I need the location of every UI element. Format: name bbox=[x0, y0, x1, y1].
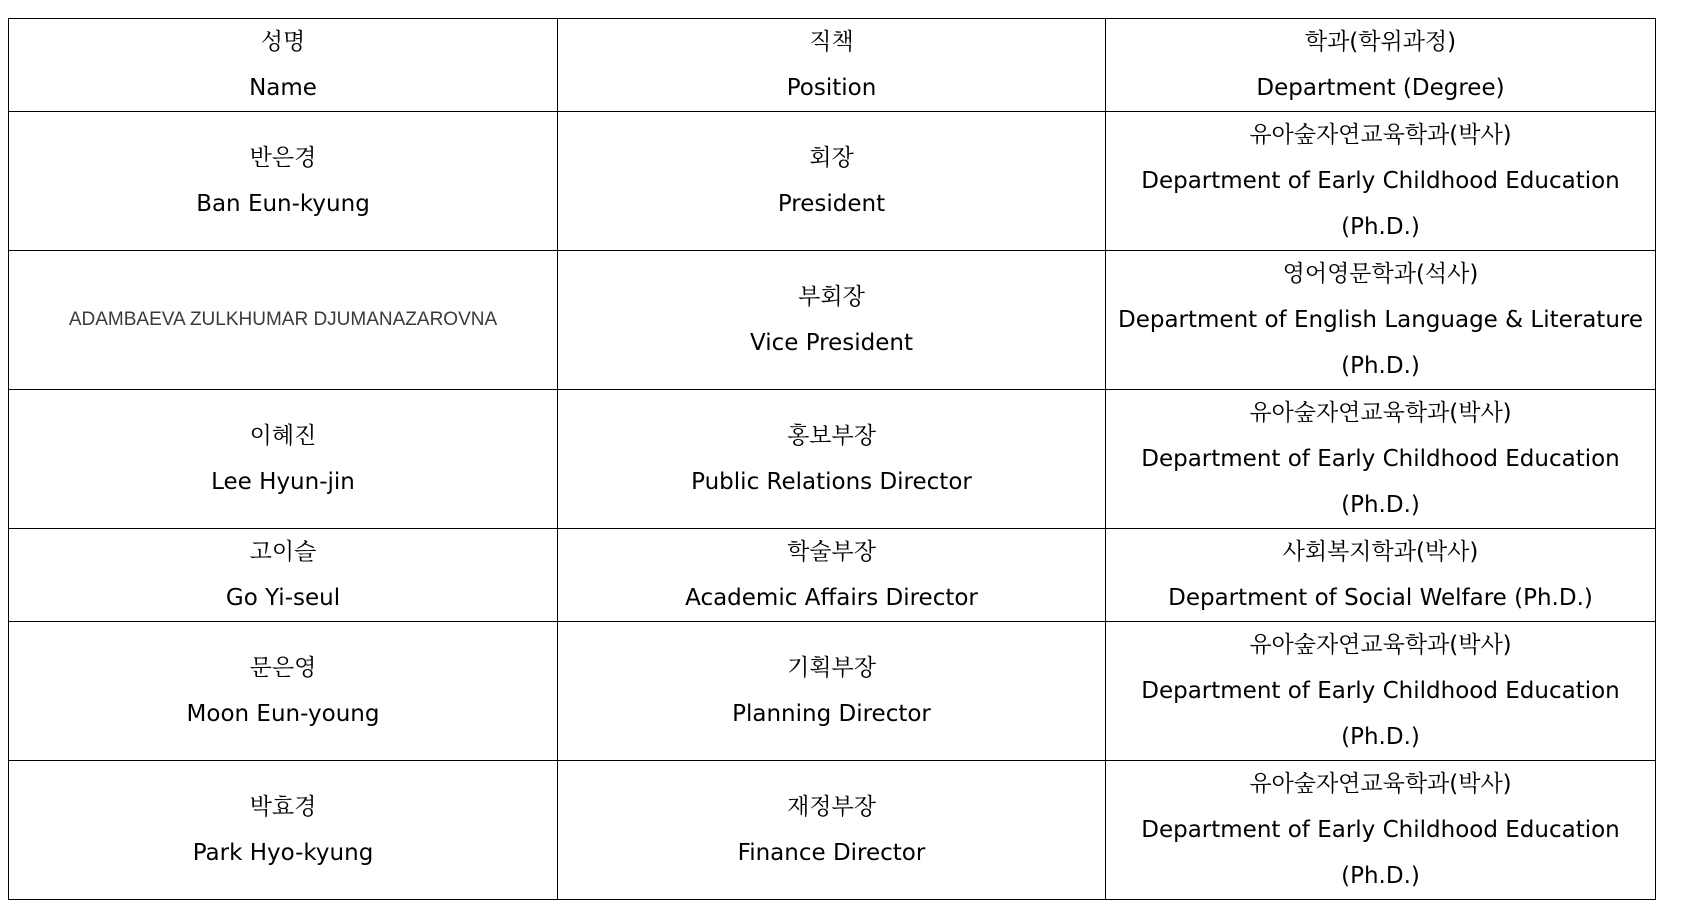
member-department-en: Department of Early Childhood Education bbox=[1141, 168, 1620, 194]
header-name-en: Name bbox=[249, 75, 317, 101]
member-department-en: Department of Early Childhood Education bbox=[1141, 678, 1620, 704]
member-position-en: Public Relations Director bbox=[691, 469, 972, 495]
member-department-ko: 유아숲자연교육학과(박사) bbox=[1249, 122, 1512, 148]
member-department-ko: 유아숲자연교육학과(박사) bbox=[1249, 400, 1512, 426]
position-cell bbox=[558, 112, 1106, 251]
member-degree: (Ph.D.) bbox=[1341, 214, 1420, 240]
member-name-ko: 이혜진 bbox=[249, 423, 317, 449]
member-name-en: Go Yi-seul bbox=[225, 585, 341, 611]
name-cell bbox=[9, 390, 558, 529]
table-row bbox=[9, 761, 1656, 900]
department-cell bbox=[1106, 390, 1656, 529]
member-position-ko: 홍보부장 bbox=[787, 423, 876, 449]
name-cell bbox=[9, 251, 558, 390]
member-position-ko: 회장 bbox=[809, 145, 854, 171]
position-cell bbox=[558, 390, 1106, 529]
member-department-ko: 사회복지학과(박사) bbox=[1282, 539, 1479, 565]
member-department-en: Department of English Language & Literature bbox=[1117, 307, 1643, 333]
member-position-ko: 재정부장 bbox=[787, 794, 876, 820]
member-name-ko: 문은영 bbox=[249, 655, 317, 681]
table-row bbox=[9, 529, 1656, 622]
member-name-en: Park Hyo-kyung bbox=[192, 840, 374, 866]
header-name-cell bbox=[9, 19, 558, 112]
header-department-ko: 학과(학위과정) bbox=[1304, 29, 1457, 55]
table-row bbox=[9, 622, 1656, 761]
position-cell bbox=[558, 622, 1106, 761]
member-department-en: Department of Early Childhood Education bbox=[1141, 817, 1620, 843]
member-department-ko: 유아숲자연교육학과(박사) bbox=[1249, 771, 1512, 797]
member-degree: (Ph.D.) bbox=[1341, 492, 1420, 518]
name-cell bbox=[9, 112, 558, 251]
officers-table bbox=[8, 18, 1656, 900]
member-position-ko: 부회장 bbox=[798, 284, 865, 310]
name-cell bbox=[9, 761, 558, 900]
table-row bbox=[9, 390, 1656, 529]
member-name-ko: 반은경 bbox=[249, 145, 317, 171]
header-position-en: Position bbox=[786, 75, 877, 101]
member-position-en: President bbox=[777, 191, 886, 217]
table-row bbox=[9, 251, 1656, 390]
table-row bbox=[9, 112, 1656, 251]
member-degree: (Ph.D.) bbox=[1341, 863, 1420, 889]
position-cell bbox=[558, 251, 1106, 390]
member-name-en: Lee Hyun-jin bbox=[211, 469, 355, 495]
department-cell bbox=[1106, 251, 1656, 390]
member-position-en: Academic Affairs Director bbox=[685, 585, 978, 611]
member-position-en: Planning Director bbox=[732, 701, 931, 727]
member-name-ko: 박효경 bbox=[249, 794, 317, 820]
position-cell bbox=[558, 529, 1106, 622]
header-department-en: Department (Degree) bbox=[1256, 75, 1505, 101]
member-department-ko: 영어영문학과(석사) bbox=[1282, 261, 1479, 287]
name-cell bbox=[9, 622, 558, 761]
member-department-en: Department of Social Welfare (Ph.D.) bbox=[1168, 585, 1593, 611]
header-department-cell bbox=[1106, 19, 1656, 112]
member-degree: (Ph.D.) bbox=[1341, 724, 1420, 750]
member-position-ko: 학술부장 bbox=[787, 539, 876, 565]
member-department-ko: 유아숲자연교육학과(박사) bbox=[1249, 632, 1512, 658]
member-department-en: Department of Early Childhood Education bbox=[1141, 446, 1620, 472]
member-name-ko: 고이슬 bbox=[249, 539, 317, 565]
department-cell bbox=[1106, 761, 1656, 900]
member-position-en: Vice President bbox=[749, 330, 913, 356]
member-position-en: Finance Director bbox=[737, 840, 926, 866]
header-position-ko: 직책 bbox=[809, 29, 854, 55]
name-cell bbox=[9, 529, 558, 622]
department-cell bbox=[1106, 112, 1656, 251]
header-position-cell bbox=[558, 19, 1106, 112]
department-cell bbox=[1106, 622, 1656, 761]
header-name-ko: 성명 bbox=[260, 29, 306, 55]
member-name-en: ADAMBAEVA ZULKHUMAR DJUMANAZAROVNA bbox=[68, 309, 498, 330]
department-cell bbox=[1106, 529, 1656, 622]
member-degree: (Ph.D.) bbox=[1341, 353, 1420, 379]
member-name-en: Ban Eun-kyung bbox=[196, 191, 370, 217]
position-cell bbox=[558, 761, 1106, 900]
member-position-ko: 기획부장 bbox=[787, 655, 876, 681]
header-row bbox=[9, 19, 1656, 112]
member-name-en: Moon Eun-young bbox=[186, 701, 380, 727]
